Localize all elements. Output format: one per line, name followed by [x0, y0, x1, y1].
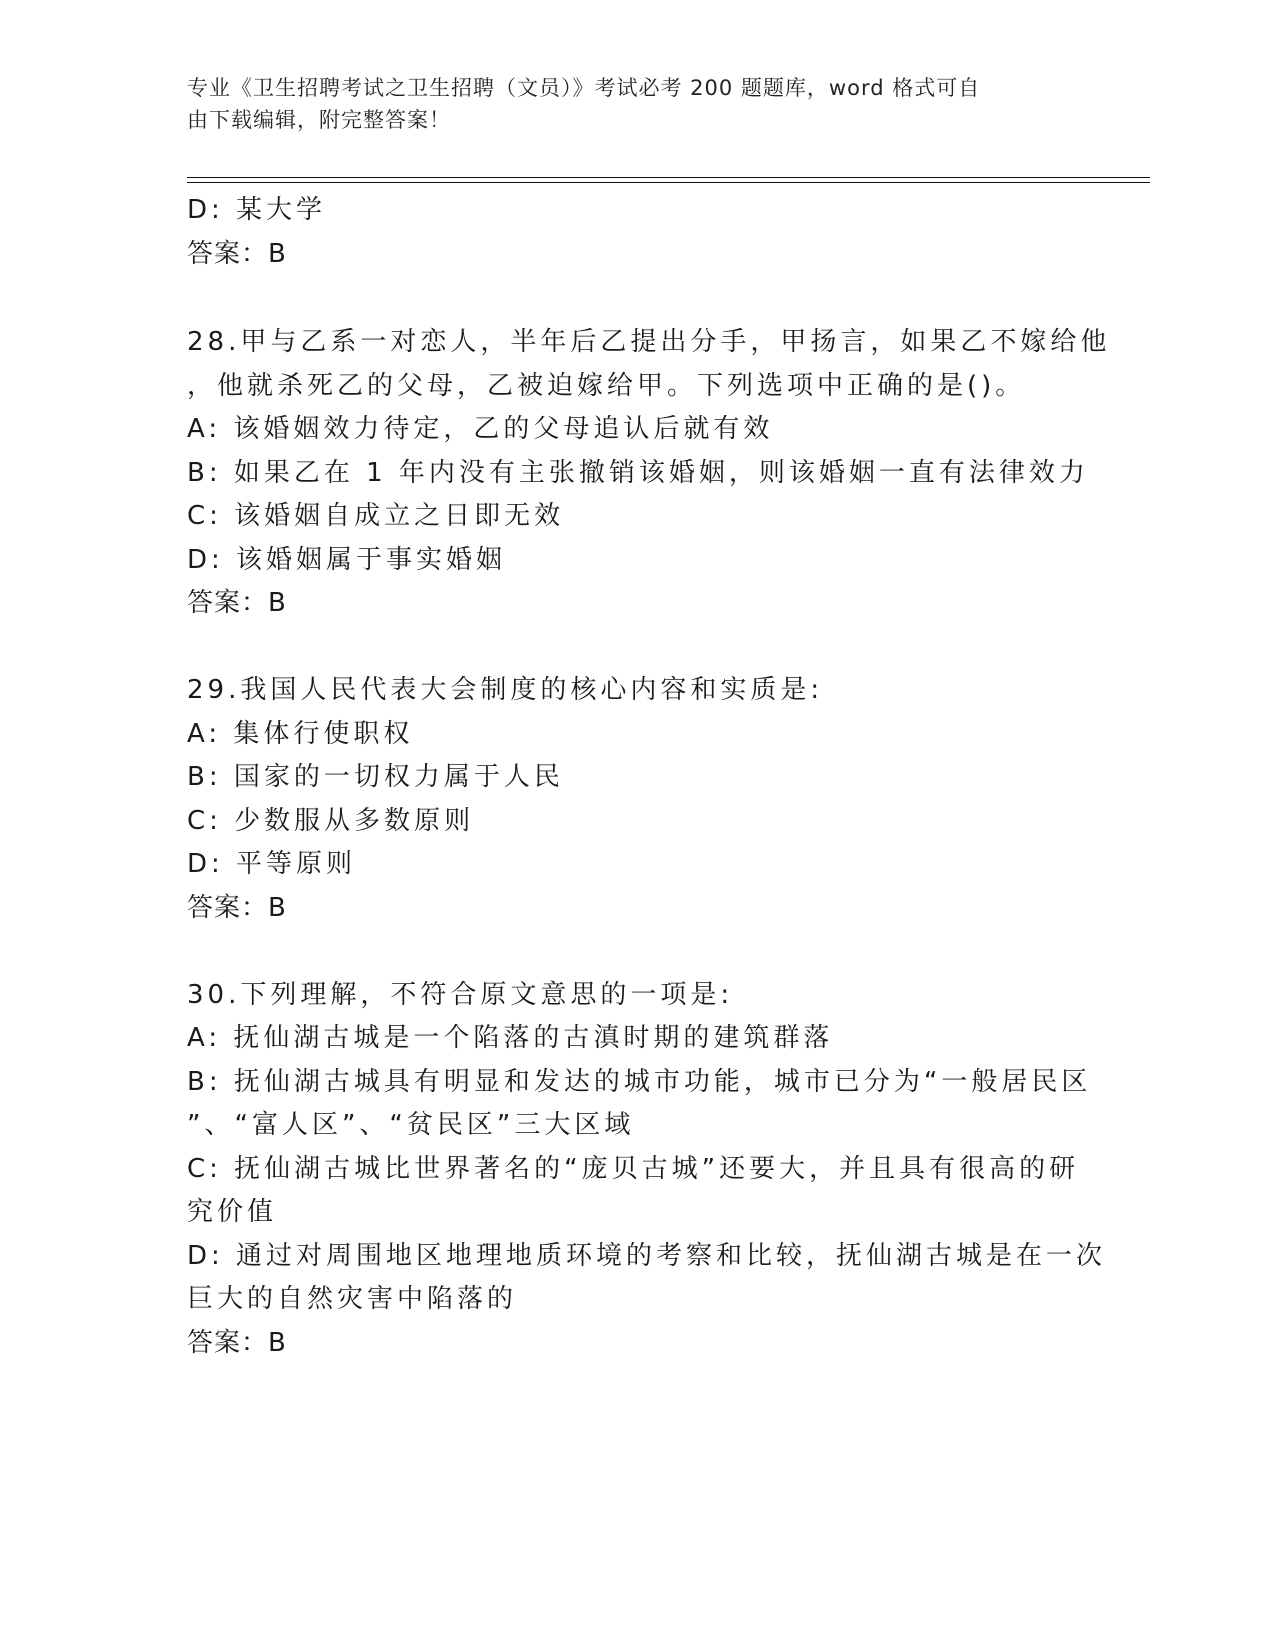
page-header: [187, 72, 1077, 136]
q30-stem: 30.下列理解，不符合原文意思的一项是:: [187, 980, 734, 1010]
q28-option-c: C: 该婚姻自成立之日即无效: [187, 501, 565, 531]
q28-option-a: A: 该婚姻效力待定，乙的父母追认后就有效: [187, 414, 774, 444]
q30-option-d-line-2: 巨大的自然灾害中陷落的: [187, 1284, 518, 1314]
q28-stem-line-1: 28.甲与乙系一对恋人，半年后乙提出分手，甲扬言，如果乙不嫁给他: [187, 327, 1111, 357]
q29-option-d: D: 平等原则: [187, 849, 357, 879]
q30-option-c-line-1: C: 抚仙湖古城比世界著名的“庞贝古城”还要大，并且具有很高的研: [187, 1154, 1080, 1184]
q30-option-b-line-2: ”、“富人区”、“贫民区”三大区域: [187, 1110, 635, 1140]
q28-option-d: D: 该婚姻属于事实婚姻: [187, 545, 507, 575]
q30-option-b-line-1: B: 抚仙湖古城具有明显和发达的城市功能，城市已分为“一般居民区: [187, 1067, 1092, 1097]
q29-option-c: C: 少数服从多数原则: [187, 806, 475, 836]
q30-option-a: A: 抚仙湖古城是一个陷落的古滇时期的建筑群落: [187, 1023, 834, 1053]
header-line-1: 专业《卫生招聘考试之卫生招聘（文员）》考试必考 200 题题库，word 格式可自: [187, 76, 981, 100]
q29-option-a: A: 集体行使职权: [187, 719, 414, 749]
header-line-2: 由下载编辑，附完整答案！: [187, 108, 451, 132]
header-divider-top: [187, 177, 1150, 178]
q30-option-c-line-2: 究价值: [187, 1197, 278, 1227]
q28-stem-line-2: ，他就杀死乙的父母，乙被迫嫁给甲。下列选项中正确的是()。: [187, 371, 1026, 401]
q29-option-b: B: 国家的一切权力属于人民: [187, 762, 564, 792]
prev-option-d: D: 某大学: [187, 195, 327, 225]
prev-answer: 答案：B: [187, 239, 287, 269]
q29-stem: 29.我国人民代表大会制度的核心内容和实质是:: [187, 675, 824, 705]
q29-answer: 答案：B: [187, 893, 287, 923]
q28-answer: 答案：B: [187, 588, 287, 618]
header-divider-bottom: [187, 182, 1150, 183]
q30-answer: 答案：B: [187, 1328, 287, 1358]
q30-option-d-line-1: D: 通过对周围地区地理地质环境的考察和比较，抚仙湖古城是在一次: [187, 1241, 1107, 1271]
q28-option-b: B: 如果乙在 1 年内没有主张撤销该婚姻，则该婚姻一直有法律效力: [187, 458, 1089, 488]
